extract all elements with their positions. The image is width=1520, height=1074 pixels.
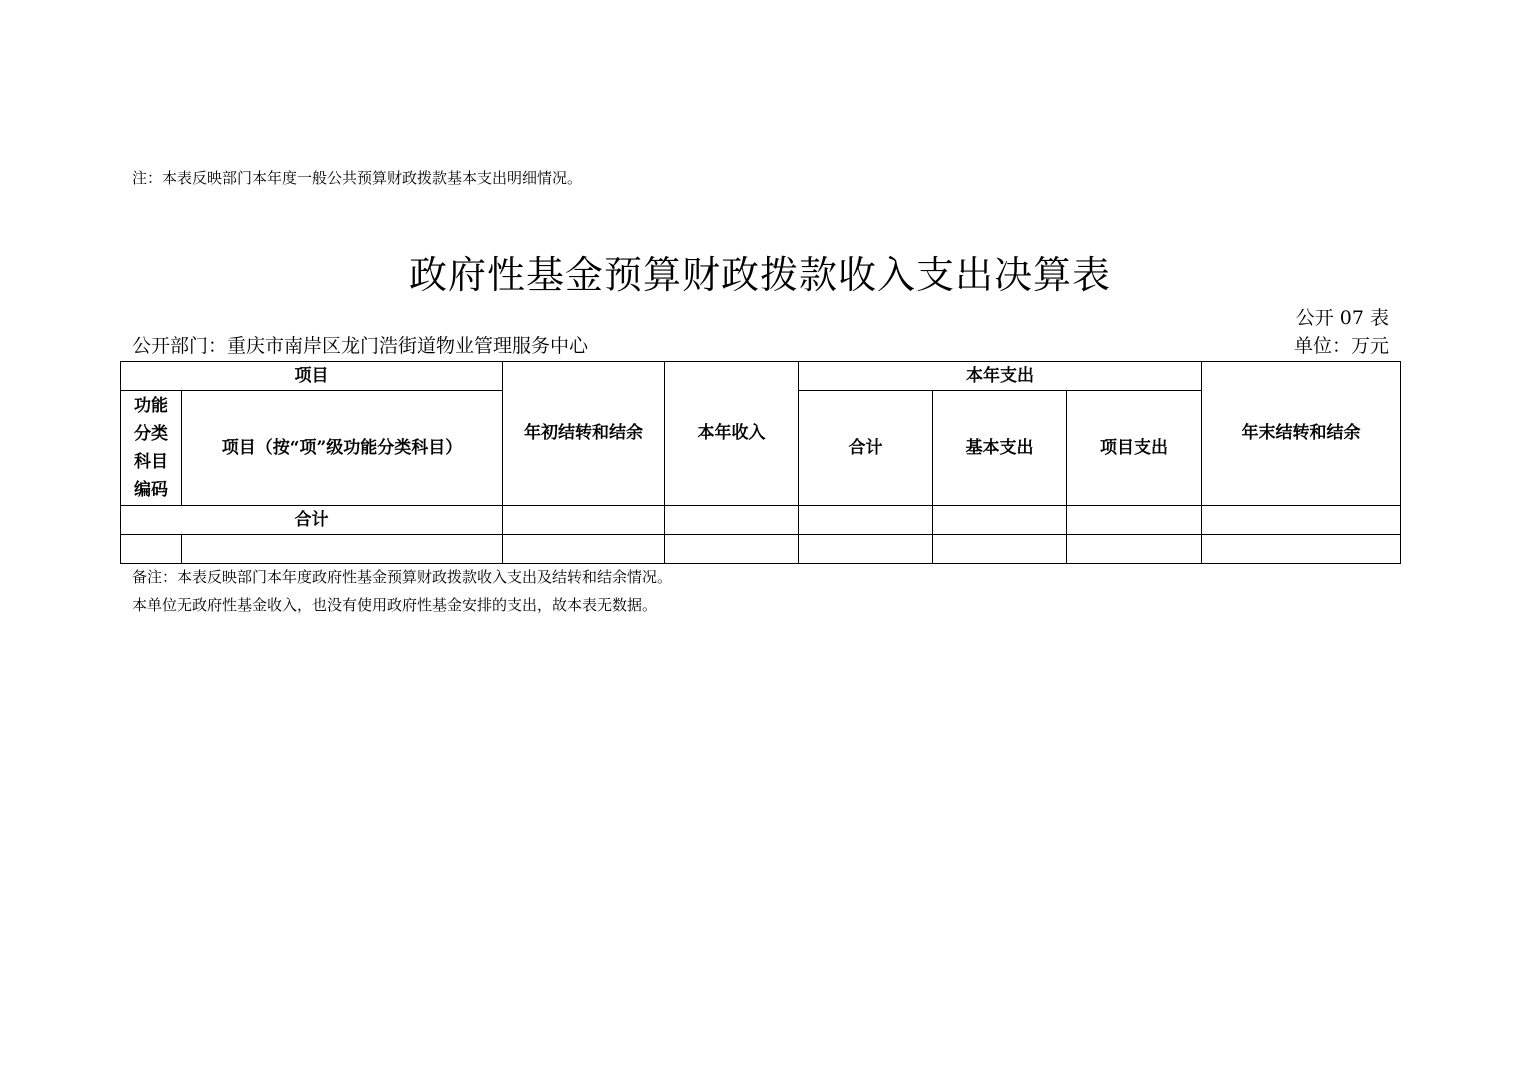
- no-data-note: 本单位无政府性基金收入，也没有使用政府性基金安排的支出，故本表无数据。: [132, 596, 658, 614]
- header-begin-balance: 年初结转和结余: [503, 362, 665, 506]
- total-end-cell: [1202, 506, 1401, 535]
- table-number: 公开 07 表: [1295, 307, 1389, 329]
- total-row: [121, 506, 1401, 535]
- remark-note: 备注：本表反映部门本年度政府性基金预算财政拨款收入支出及结转和结余情况。: [132, 568, 673, 586]
- top-note: 注：本表反映部门本年度一般公共预算财政拨款基本支出明细情况。: [132, 169, 583, 187]
- total-label: 合计: [121, 506, 503, 535]
- total-begin-cell: [503, 506, 665, 535]
- empty-cell: [1202, 535, 1401, 564]
- total-basic-cell: [933, 506, 1067, 535]
- header-code-line: 科目: [134, 452, 168, 472]
- unit-label: 单位：万元: [1293, 335, 1389, 357]
- empty-row: [121, 535, 1401, 564]
- header-end-balance: 年末结转和结余: [1202, 362, 1401, 506]
- header-basic-expense: 基本支出: [933, 391, 1067, 506]
- empty-cell: [503, 535, 665, 564]
- empty-cell: [665, 535, 799, 564]
- total-income-cell: [665, 506, 799, 535]
- empty-cell: [799, 535, 933, 564]
- header-item-name: 项目（按“项”级功能分类科目）: [182, 391, 503, 506]
- header-row-1: [121, 362, 1401, 391]
- header-function-code: [121, 391, 182, 506]
- header-annual-expense: 本年支出: [799, 362, 1202, 391]
- empty-cell: [182, 535, 503, 564]
- header-expense-total: 合计: [799, 391, 933, 506]
- empty-cell: [121, 535, 182, 564]
- empty-cell: [1067, 535, 1202, 564]
- empty-cell: [933, 535, 1067, 564]
- total-expense-cell: [799, 506, 933, 535]
- budget-table: [120, 361, 1401, 564]
- header-code-line: 分类: [134, 424, 168, 444]
- department-label: 公开部门：重庆市南岸区龙门浩街道物业管理服务中心: [132, 335, 589, 357]
- header-code-line: 编码: [134, 480, 168, 500]
- header-code-line: 功能: [134, 396, 168, 416]
- total-project-cell: [1067, 506, 1202, 535]
- header-annual-income: 本年收入: [665, 362, 799, 506]
- header-item: 项目: [121, 362, 503, 391]
- header-project-expense: 项目支出: [1067, 391, 1202, 506]
- page-title: 政府性基金预算财政拨款收入支出决算表: [408, 253, 1111, 297]
